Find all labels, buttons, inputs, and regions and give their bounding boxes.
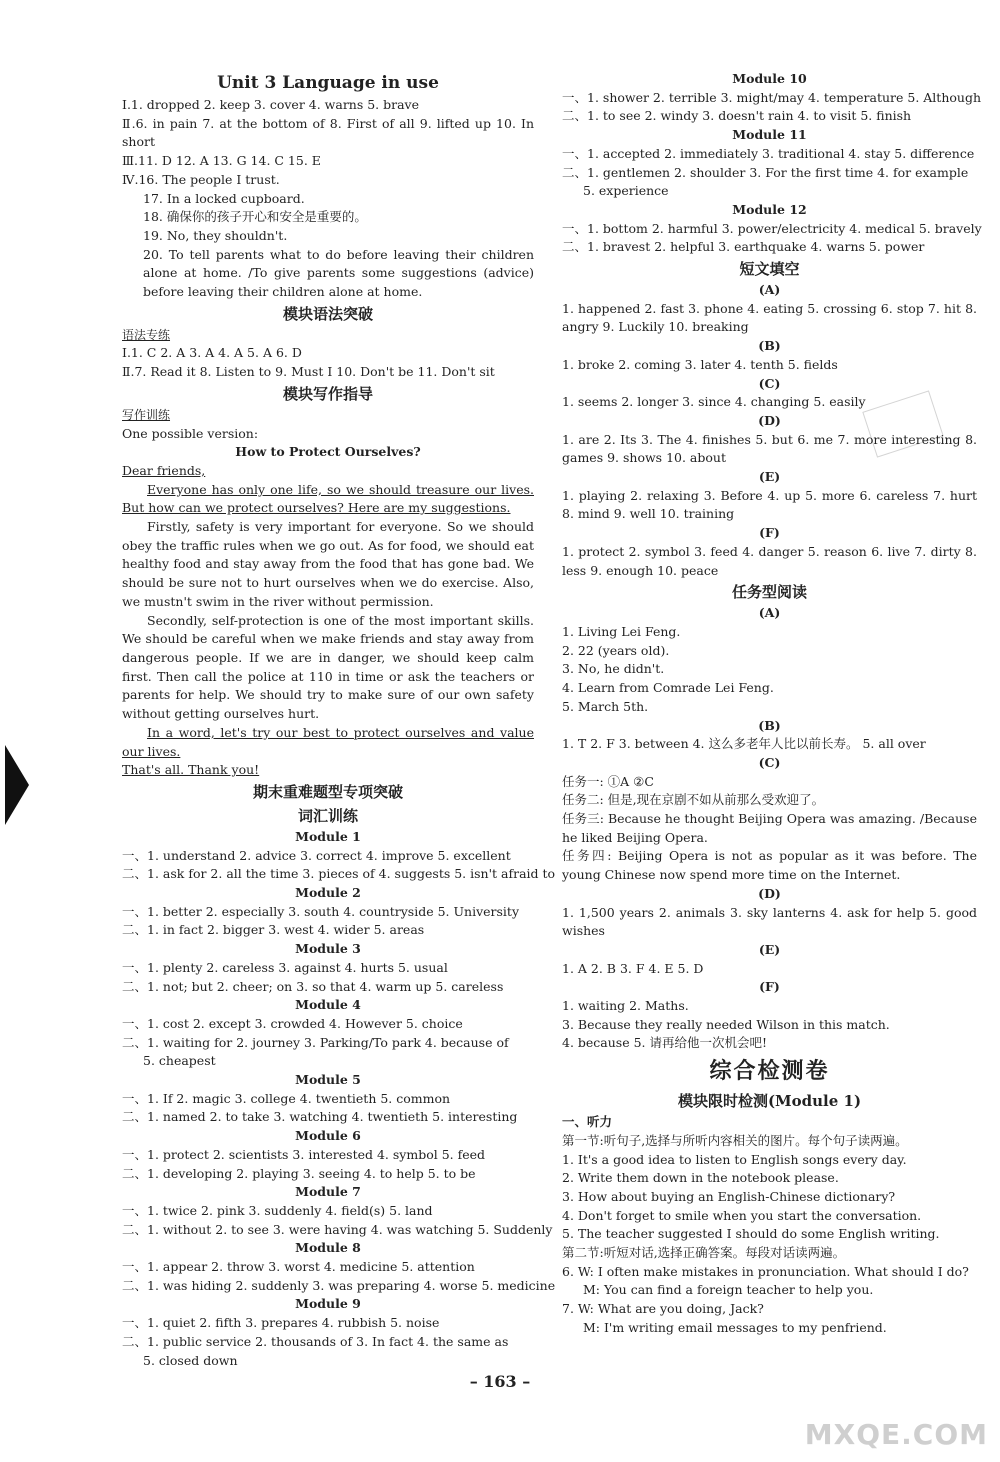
answer-line: One possible version:: [122, 425, 259, 441]
listening-line: 第二节:听短对话,选择正确答案。每段对话读两遍。: [562, 1245, 846, 1261]
module-heading: Module 9: [295, 1296, 361, 1312]
left-column: [122, 70, 556, 1370]
listening-line: 6. W: I often make mistakes in pronunciation. What should I do?: [562, 1263, 969, 1279]
listening-lines: [562, 1132, 977, 1338]
subsection-label: 一、听力: [562, 1114, 613, 1130]
group-label: (C): [758, 375, 781, 391]
answer-line: 二、1. named 2. to take 3. watching 4. twentieth 5. interesting: [122, 1109, 518, 1125]
essay-paragraph: Everyone has only one life, so we should treasure our lives. But how can we protect ourselves? Here are my suggestions.: [122, 481, 534, 516]
answer-line: 任务三: Because he thought Beijing Opera was amazing. /Because he liked Beijing Opera.: [562, 811, 977, 845]
subsection-label: 写作训练: [122, 407, 171, 422]
answer-line: 一、1. plenty 2. careless 3. against 4. hurts 5. usual: [122, 959, 448, 975]
answer-line: 5. cheapest: [143, 1053, 216, 1069]
answer-line: 1. broke 2. coming 3. later 4. tenth 5. fields: [562, 356, 838, 372]
answer-line: 1. seems 2. longer 3. since 4. changing 5. easily: [562, 394, 866, 410]
answer-line: 二、1. to see 2. windy 3. doesn't rain 4. to visit 5. finish: [562, 108, 912, 124]
module-heading: Module 7: [295, 1184, 361, 1200]
answer-line: Ⅱ.6. in pain 7. at the bottom of 8. First of all 9. lifted up 10. In short: [122, 115, 534, 150]
answer-line: Ⅲ.11. D 12. A 13. G 14. C 15. E: [122, 153, 321, 169]
cloze-groups: [562, 281, 977, 580]
answer-line: 4. because 5. 请再给他一次机会吧!: [562, 1035, 768, 1051]
answer-line: 一、1. better 2. especially 3. south 4. countryside 5. University: [122, 903, 520, 919]
listening-line: 5. The teacher suggested I should do some English writing.: [562, 1226, 940, 1242]
essay-closing: That's all. Thank you!: [122, 762, 260, 778]
essay-title: How to Protect Ourselves?: [235, 444, 421, 460]
answer-line: 二、1. without 2. to see 3. were having 4. was watching 5. Suddenly: [122, 1221, 553, 1237]
answer-line: Ⅳ.16. The people I trust.: [122, 171, 280, 187]
answer-line: 二、1. was hiding 2. suddenly 3. was preparing 4. worse 5. medicine: [122, 1277, 556, 1293]
group-label: (F): [759, 525, 780, 541]
group-label: (D): [758, 885, 781, 901]
essay-greeting: Dear friends,: [122, 462, 206, 478]
listening-line: 1. It's a good idea to listen to English songs every day.: [562, 1151, 907, 1167]
answer-line: 一、1. cost 2. except 3. crowded 4. However 5. choice: [122, 1015, 463, 1031]
task-reading-groups: [562, 604, 977, 1053]
answer-line: 18. 确保你的孩子开心和安全是重要的。: [143, 209, 367, 225]
section-title: 综合检测卷: [709, 1058, 830, 1085]
answer-line: 二、1. not; but 2. cheer; on 3. so that 4. warm up 5. careless: [122, 978, 504, 994]
answer-line: 1. playing 2. relaxing 3. Before 4. up 5. more 6. careless 7. hurt 8. mind 9. well 10. training: [562, 487, 977, 522]
answer-line: 二、1. gentlemen 2. shoulder 3. For the first time 4. for example: [562, 164, 969, 180]
module-heading: Module 5: [295, 1072, 361, 1088]
listening-line: 2. Write them down in the notebook please.: [562, 1170, 839, 1186]
answer-line: 一、1. twice 2. pink 3. suddenly 4. field(s) 5. land: [122, 1202, 433, 1218]
answer-line: 任务二: 但是,现在京剧不如从前那么受欢迎了。: [562, 792, 825, 808]
answer-line: 1. T 2. F 3. between 4. 这么多老年人比以前长寿。 5. all over: [562, 736, 926, 752]
section-title: Unit 3 Language in use: [217, 73, 439, 93]
group-label: (B): [758, 338, 781, 354]
answer-line: 一、1. protect 2. scientists 3. interested 4. symbol 5. feed: [122, 1146, 486, 1162]
answer-line: 二、1. bravest 2. helpful 3. earthquake 4. warns 5. power: [562, 239, 925, 255]
watermark: MXQE.COM: [804, 1418, 988, 1451]
answer-line: 1. are 2. Its 3. The 4. finishes 5. but 6. me 7. more interesting 8. games 9. shows 10. about: [562, 431, 977, 466]
answer-line: 2. 22 (years old).: [562, 642, 670, 658]
essay-paragraph: In a word, let's try our best to protect ourselves and value our lives.: [122, 724, 534, 759]
module-heading: Module 2: [295, 885, 361, 901]
answer-line: 一、1. If 2. magic 3. college 4. twentieth 5. common: [122, 1090, 451, 1106]
vocab-modules-continued: [562, 70, 982, 257]
answer-line: 1. Living Lei Feng.: [562, 623, 681, 639]
answer-line: 一、1. quiet 2. fifth 3. prepares 4. rubbish 5. noise: [122, 1315, 440, 1331]
answer-line: 二、1. in fact 2. bigger 3. west 4. wider 5. areas: [122, 922, 425, 938]
module-heading: Module 10: [732, 71, 807, 86]
answer-line: Ⅰ.1. C 2. A 3. A 4. A 5. A 6. D: [122, 345, 302, 361]
answer-line: 5. closed down: [143, 1352, 238, 1368]
group-label: (E): [758, 469, 781, 485]
module-heading: Module 6: [295, 1128, 361, 1144]
listening-line: 3. How about buying an English-Chinese dictionary?: [562, 1188, 896, 1204]
group-label: (B): [758, 717, 781, 733]
section-title: 模块语法突破: [282, 304, 373, 323]
essay-paragraph: Secondly, self-protection is one of the most important skills. We should be careful when we make friends and stay away from dangerous people. If we are in danger, we should keep calm first. Then call the police at 110 in time or ask the teachers or parents for help. We should try to make sure of our own safety without getting ourselves hurt.: [122, 612, 534, 722]
listening-line: M: I'm writing email messages to my penfriend.: [583, 1319, 887, 1335]
answer-line: 5. experience: [583, 183, 669, 199]
answer-line: 二、1. ask for 2. all the time 3. pieces of 4. suggests 5. isn't afraid to: [122, 866, 556, 882]
answer-line: 一、1. understand 2. advice 3. correct 4. improve 5. excellent: [122, 847, 511, 863]
answer-line: Ⅱ.7. Read it 8. Listen to 9. Must I 10. Don't be 11. Don't sit: [122, 364, 495, 380]
group-label: (E): [758, 941, 781, 957]
group-label: (F): [759, 979, 780, 995]
answer-line: 一、1. appear 2. throw 3. worst 4. medicine 5. attention: [122, 1259, 475, 1275]
answer-line: 1. waiting 2. Maths.: [562, 998, 689, 1014]
section-title: 任务型阅读: [731, 583, 807, 602]
answer-line: Ⅰ.1. dropped 2. keep 3. cover 4. warns 5. brave: [122, 97, 420, 112]
answer-line: 二、1. waiting for 2. journey 3. Parking/To park 4. because of: [122, 1034, 509, 1050]
answer-line: 3. Because they really needed Wilson in this match.: [562, 1016, 890, 1032]
answer-line: 4. Learn from Comrade Lei Feng.: [562, 680, 774, 696]
answer-line: 一、1. bottom 2. harmful 3. power/electricity 4. medical 5. bravely: [562, 220, 982, 236]
group-label: (A): [758, 282, 781, 298]
group-label: (C): [758, 754, 781, 770]
module-heading: Module 3: [295, 941, 361, 957]
module-heading: Module 12: [732, 201, 807, 217]
module-heading: Module 4: [295, 997, 361, 1013]
listening-line: M: You can find a foreign teacher to help you.: [583, 1282, 874, 1298]
module-heading: Module 1: [295, 828, 361, 844]
listening-line: 7. W: What are you doing, Jack?: [562, 1301, 764, 1317]
group-label: (D): [758, 412, 781, 428]
section-title: 词汇训练: [297, 806, 358, 825]
right-column: [562, 70, 982, 1338]
section-title: 模块限时检测(Module 1): [677, 1092, 862, 1111]
answer-line: 3. No, he didn't.: [562, 661, 665, 677]
answer-line: 任务一: ①A ②C: [562, 773, 654, 789]
listening-line: 第一节:听句子,选择与所听内容相关的图片。每个句子读两遍。: [562, 1132, 908, 1148]
answer-line: 1. happened 2. fast 3. phone 4. eating 5. crossing 6. stop 7. hit 8. angry 9. Luckily 10. breaking: [562, 300, 977, 335]
page-edge-marker: [5, 745, 29, 825]
answer-line: 1. protect 2. symbol 3. feed 4. danger 5. reason 6. live 7. dirty 8. less 9. enough 10. peace: [562, 543, 977, 578]
answer-line: 一、1. accepted 2. immediately 3. traditional 4. stay 5. difference: [562, 145, 975, 161]
answer-line: 1. 1,500 years 2. animals 3. sky lanterns 4. ask for help 5. good wishes: [562, 904, 977, 939]
page-number: – 163 –: [469, 1372, 531, 1391]
answer-line: 二、1. developing 2. playing 3. seeing 4. to help 5. to be: [122, 1165, 476, 1181]
answer-line: 任务四: Beijing Opera is not as popular as it was before. The young Chinese now spend more time on the Internet.: [562, 848, 977, 883]
answer-line: 17. In a locked cupboard.: [143, 190, 305, 206]
answer-line: 二、1. public service 2. thousands of 3. In fact 4. the same as: [122, 1333, 509, 1349]
section-title: 模块写作指导: [282, 384, 373, 403]
answer-line: 5. March 5th.: [562, 698, 649, 714]
answer-line: 一、1. shower 2. terrible 3. might/may 4. temperature 5. Although: [562, 89, 982, 105]
section-title: 期末重难题型专项突破: [252, 782, 403, 801]
answer-line: 20. To tell parents what to do before leaving their children alone at home. /To give parents some suggestions (advice) before leaving their children alone at home.: [143, 246, 534, 300]
answer-line: 19. No, they shouldn't.: [143, 227, 288, 243]
module-heading: Module 11: [732, 127, 807, 143]
essay-paragraph: Firstly, safety is very important for everyone. So we should obey the traffic rules when we go out. As for food, we should eat healthy food and stay away from the food that has gone bad. We should be sure not to hurt ourselves when we do exercise. Also, we mustn't swim in the river without permission.: [122, 519, 534, 609]
vocab-modules: [122, 828, 556, 1370]
section-title: 短文填空: [739, 260, 800, 279]
subsection-label: 语法专练: [122, 327, 171, 342]
answer-line: 1. A 2. B 3. F 4. E 5. D: [562, 960, 704, 976]
listening-line: 4. Don't forget to smile when you start the conversation.: [562, 1207, 922, 1223]
module-heading: Module 8: [295, 1240, 361, 1256]
group-label: (A): [758, 605, 781, 621]
